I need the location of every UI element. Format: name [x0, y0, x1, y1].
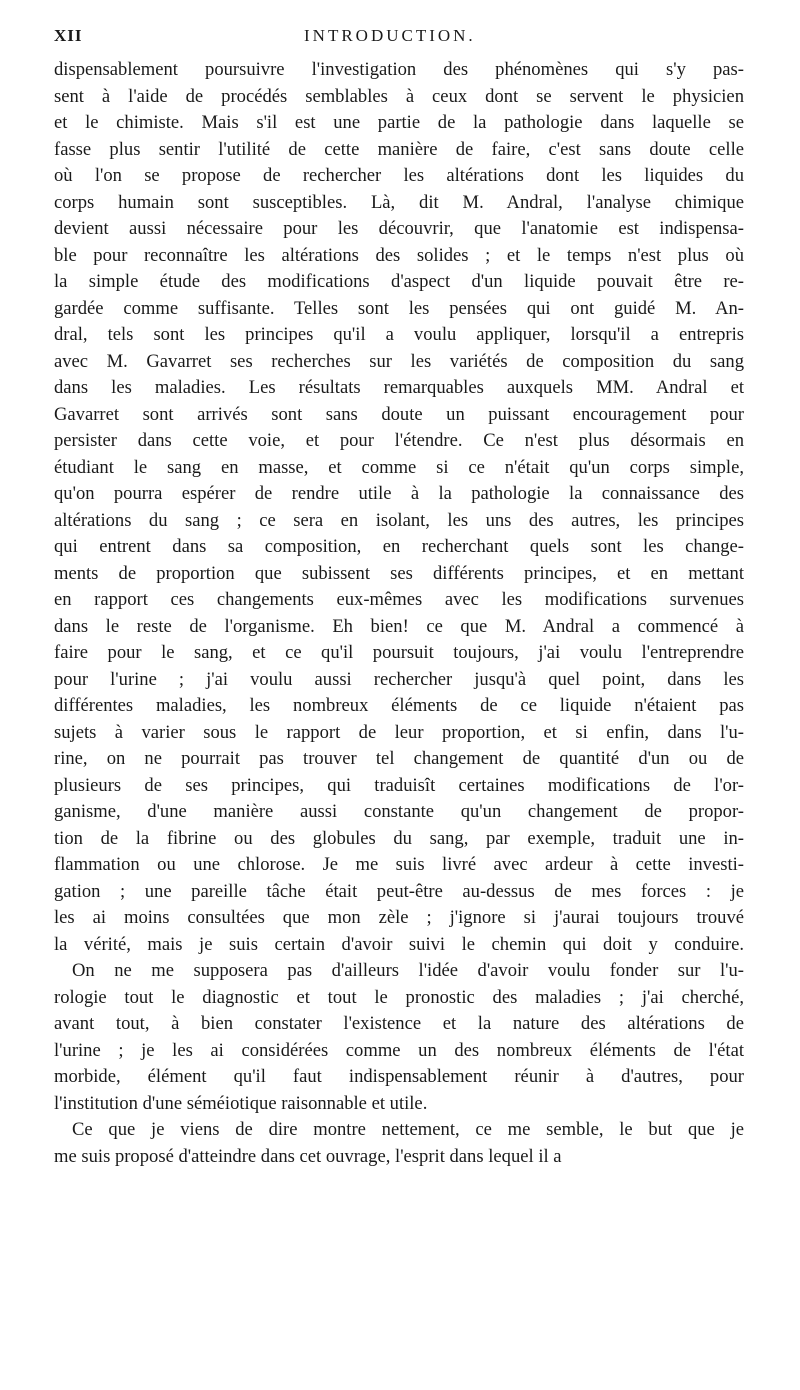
text-line: altérations du sang ; ce sera en isolant, les uns des autres, les principes [54, 509, 744, 531]
text-line: dispensablement poursuivre l'investigation des phénomènes qui s'y pas- [54, 59, 744, 80]
running-head-title: INTRODUCTION. [304, 26, 476, 45]
text-line: où l'on se propose de rechercher les altérations dont les liquides du [54, 165, 744, 186]
text-line: Gavarret sont arrivés sont sans doute un puissant encouragement pour [54, 403, 744, 425]
text-line: différentes maladies, les nombreux éléments de ce liquide n'étaient pas [54, 695, 744, 716]
text-line: sujets à varier sous le rapport de leur proportion, et si enfin, dans l'u- [54, 721, 744, 743]
text-line: fasse plus sentir l'utilité de cette manière de faire, c'est sans doute celle [54, 138, 744, 160]
body-text [54, 57, 744, 1170]
text-line: l'urine ; je les ai considérées comme un des nombreux éléments de l'état [54, 1039, 744, 1061]
text-line: dans les maladies. Les résultats remarquables auxquels MM. Andral et [54, 377, 744, 398]
text-line: ments de proportion que subissent ses différents principes, et en mettant [54, 562, 744, 584]
text-line: la vérité, mais je suis certain d'avoir suivi le chemin qui doit y conduire. [54, 933, 744, 955]
text-line: Ce que je viens de dire montre nettement, ce me semble, le but que je [72, 1119, 744, 1140]
text-line: sent à l'aide de procédés semblables à ceux dont se servent le physicien [54, 85, 744, 107]
text-line: ganisme, d'une manière aussi constante qu'un changement de propor- [54, 801, 744, 822]
text-line: pour l'urine ; j'ai voulu aussi rechercher jusqu'à quel point, dans les [54, 668, 744, 690]
running-head [54, 26, 744, 50]
text-line: qu'on pourra espérer de rendre utile à la pathologie la connaissance des [54, 483, 744, 504]
text-line: dral, tels sont les principes qu'il a voulu appliquer, lorsqu'il a entrepris [54, 324, 744, 345]
text-line: qui entrent dans sa composition, en recherchant quels sont les change- [54, 536, 744, 557]
text-line: l'institution d'une séméiotique raisonnable et utile. [54, 1092, 428, 1114]
text-line: devient aussi nécessaire pour les découvrir, que l'anatomie est indispensa- [54, 218, 744, 239]
text-line: tion de la fibrine ou des globules du sang, par exemple, traduit une in- [54, 827, 744, 849]
text-line: gation ; une pareille tâche était peut-être au-dessus de mes forces : je [54, 880, 744, 902]
text-line: les ai moins consultées que mon zèle ; j'ignore si j'aurai toujours trouvé [54, 907, 744, 928]
text-line: plusieurs de ses principes, qui traduisît certaines modifications de l'or- [54, 774, 744, 796]
text-line: rine, on ne pourrait pas trouver tel changement de quantité d'un ou de [54, 748, 744, 769]
text-line: rologie tout le diagnostic et tout le pronostic des maladies ; j'ai cherché, [54, 986, 744, 1008]
text-line: étudiant le sang en masse, et comme si ce n'était qu'un corps simple, [54, 456, 744, 478]
text-line: flammation ou une chlorose. Je me suis livré avec ardeur à cette investi- [54, 854, 744, 875]
text-line: me suis proposé d'atteindre dans cet ouvrage, l'esprit dans lequel il a [54, 1145, 562, 1167]
text-line: et le chimiste. Mais s'il est une partie de la pathologie dans laquelle se [54, 112, 744, 133]
text-line: On ne me supposera pas d'ailleurs l'idée d'avoir voulu fonder sur l'u- [72, 960, 744, 981]
text-line: persister dans cette voie, et pour l'étendre. Ce n'est plus désormais en [54, 430, 744, 451]
text-line: avec M. Gavarret ses recherches sur les variétés de composition du sang [54, 350, 744, 372]
text-line: en rapport ces changements eux-mêmes avec les modifications survenues [54, 589, 744, 610]
text-line: corps humain sont susceptibles. Là, dit M. Andral, l'analyse chimique [54, 191, 744, 213]
text-line: ble pour reconnaître les altérations des solides ; et le temps n'est plus où [54, 244, 744, 266]
text-line: avant tout, à bien constater l'existence et la nature des altérations de [54, 1013, 744, 1034]
text-line: la simple étude des modifications d'aspect d'un liquide pouvait être re- [54, 271, 744, 292]
text-line: faire pour le sang, et ce qu'il poursuit toujours, j'ai voulu l'entreprendre [54, 642, 744, 663]
text-line: morbide, élément qu'il faut indispensablement réunir à d'autres, pour [54, 1066, 744, 1087]
page-number: XII [54, 26, 83, 45]
text-line: gardée comme suffisante. Telles sont les pensées qui ont guidé M. An- [54, 297, 744, 319]
text-line: dans le reste de l'organisme. Eh bien! ce que M. Andral a commencé à [54, 615, 744, 637]
